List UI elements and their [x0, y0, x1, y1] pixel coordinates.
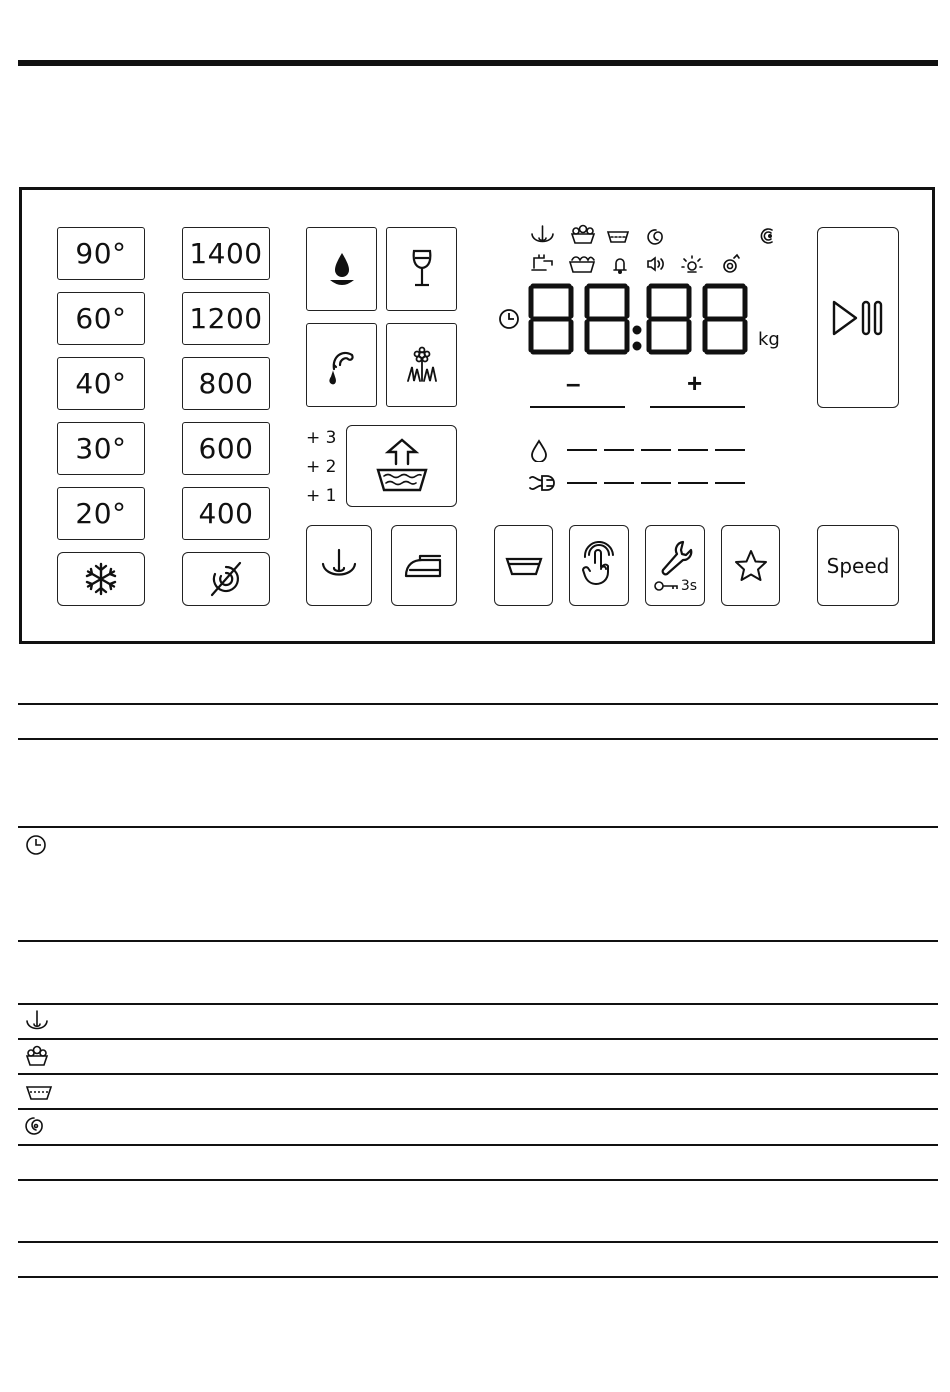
water-level-segment — [604, 449, 634, 451]
no-spin-icon — [206, 559, 246, 599]
clock-icon — [497, 307, 521, 331]
spin-400-label: 400 — [198, 497, 254, 530]
star-icon — [733, 548, 769, 584]
key-hold-label: 3s — [680, 577, 698, 594]
control-panel — [19, 187, 935, 644]
water-level-segment — [567, 449, 597, 451]
prewash-indicator-icon — [532, 226, 553, 242]
minus-label[interactable]: – — [566, 368, 581, 398]
energy-level-segment — [567, 482, 597, 484]
temp-90-button[interactable] — [57, 227, 145, 280]
water-consumption-icon — [528, 438, 550, 462]
table-rule — [18, 1276, 938, 1278]
bell-indicator-icon — [614, 259, 626, 273]
temp-60-button[interactable] — [57, 292, 145, 345]
table-clock-icon — [24, 833, 48, 857]
wine-glass-icon — [407, 247, 437, 291]
time-display — [527, 282, 757, 356]
delicates-button[interactable] — [386, 227, 457, 311]
table-rule — [18, 1241, 938, 1243]
digit-2 — [587, 286, 627, 352]
spin-600-button[interactable] — [182, 422, 270, 475]
table-rule — [18, 738, 938, 740]
stains-indicator-icon — [572, 226, 594, 244]
digit-3 — [649, 286, 689, 352]
spin-400-button[interactable] — [182, 487, 270, 540]
spin-800-button[interactable] — [182, 357, 270, 410]
spin-1400-label: 1400 — [189, 237, 263, 270]
temp-20-button[interactable] — [57, 487, 145, 540]
temp-30-button[interactable] — [57, 422, 145, 475]
easy-iron-button[interactable] — [391, 525, 457, 606]
water-drop-icon — [324, 247, 360, 291]
table-prewash-icon — [24, 1009, 50, 1033]
energy-consumption-icon — [527, 470, 555, 496]
top-rule — [18, 60, 938, 66]
rinse-plus-button[interactable] — [346, 425, 457, 507]
wlan-indicator-icon — [761, 229, 772, 243]
spin-1200-button[interactable] — [182, 292, 270, 345]
spin-1400-button[interactable] — [182, 227, 270, 280]
touch-hand-icon — [579, 541, 619, 591]
rinse-plus-icon — [372, 438, 432, 494]
speed-label: Speed — [826, 553, 890, 578]
spin-indicator-icon — [648, 230, 662, 244]
temp-40-button[interactable] — [57, 357, 145, 410]
table-rule — [18, 1003, 938, 1005]
iron-icon — [402, 548, 446, 584]
settings-button[interactable] — [645, 525, 705, 606]
light-indicator-icon — [682, 256, 702, 272]
digit-4 — [705, 286, 745, 352]
speed-button[interactable] — [817, 525, 899, 606]
rinse-plus1-label: + 1 — [306, 486, 337, 506]
table-rule — [18, 1073, 938, 1075]
spin-1200-label: 1200 — [189, 302, 263, 335]
outdoor-button[interactable] — [386, 323, 457, 407]
energy-level-segment — [641, 482, 671, 484]
energy-level-segment — [715, 482, 745, 484]
rinse-plus2-label: + 2 — [306, 457, 337, 477]
tub-icon — [504, 554, 544, 578]
rinse-indicator-icon — [570, 257, 594, 272]
favourite-button[interactable] — [721, 525, 780, 606]
temp-60-label: 60° — [75, 302, 127, 335]
water-plus-button[interactable] — [306, 227, 377, 311]
digit-1 — [531, 286, 571, 352]
display-colon — [635, 328, 639, 348]
key-icon — [653, 580, 679, 592]
main-wash-indicator-icon — [608, 232, 628, 242]
temp-30-label: 30° — [75, 432, 127, 465]
temp-20-label: 20° — [75, 497, 127, 530]
plus-label[interactable]: + — [687, 368, 703, 398]
water-level-segment — [678, 449, 708, 451]
spin-800-label: 800 — [198, 367, 254, 400]
play-pause-icon — [830, 298, 886, 338]
cold-wash-button[interactable] — [57, 552, 145, 606]
rinse-hold-button[interactable] — [494, 525, 553, 606]
shower-icon — [322, 343, 362, 387]
table-rule — [18, 1144, 938, 1146]
table-rule — [18, 1179, 938, 1181]
drum-clean-indicator-icon — [724, 255, 739, 272]
water-level-segment — [715, 449, 745, 451]
display-status-icons — [528, 224, 788, 276]
snowflake-icon — [83, 561, 119, 597]
no-spin-button[interactable] — [182, 552, 270, 606]
sound-indicator-icon — [648, 258, 663, 270]
energy-level-segment — [678, 482, 708, 484]
energy-level-segment — [604, 482, 634, 484]
minus-underline — [530, 406, 625, 408]
table-main-wash-icon — [24, 1081, 54, 1103]
table-rule — [18, 940, 938, 942]
start-pause-button[interactable] — [817, 227, 899, 408]
temp-90-label: 90° — [75, 237, 127, 270]
table-rule — [18, 826, 938, 828]
wrench-icon — [657, 538, 693, 580]
prewash-icon — [319, 546, 359, 586]
table-stains-icon — [24, 1044, 50, 1068]
kg-unit: kg — [758, 329, 780, 350]
table-spin-icon — [24, 1114, 48, 1138]
rinse-plus3-label: + 3 — [306, 428, 337, 448]
temp-40-label: 40° — [75, 367, 127, 400]
key-hold-hint — [653, 578, 697, 594]
water-level-segment — [641, 449, 671, 451]
table-rule — [18, 1108, 938, 1110]
spin-600-label: 600 — [198, 432, 254, 465]
tap-indicator-icon — [532, 255, 552, 270]
table-rule — [18, 1038, 938, 1040]
table-rule — [18, 703, 938, 705]
shower-button[interactable] — [306, 323, 377, 407]
plus-underline — [650, 406, 745, 408]
child-lock-button[interactable] — [569, 525, 629, 606]
flower-grass-icon — [402, 343, 442, 387]
prewash-button[interactable] — [306, 525, 372, 606]
